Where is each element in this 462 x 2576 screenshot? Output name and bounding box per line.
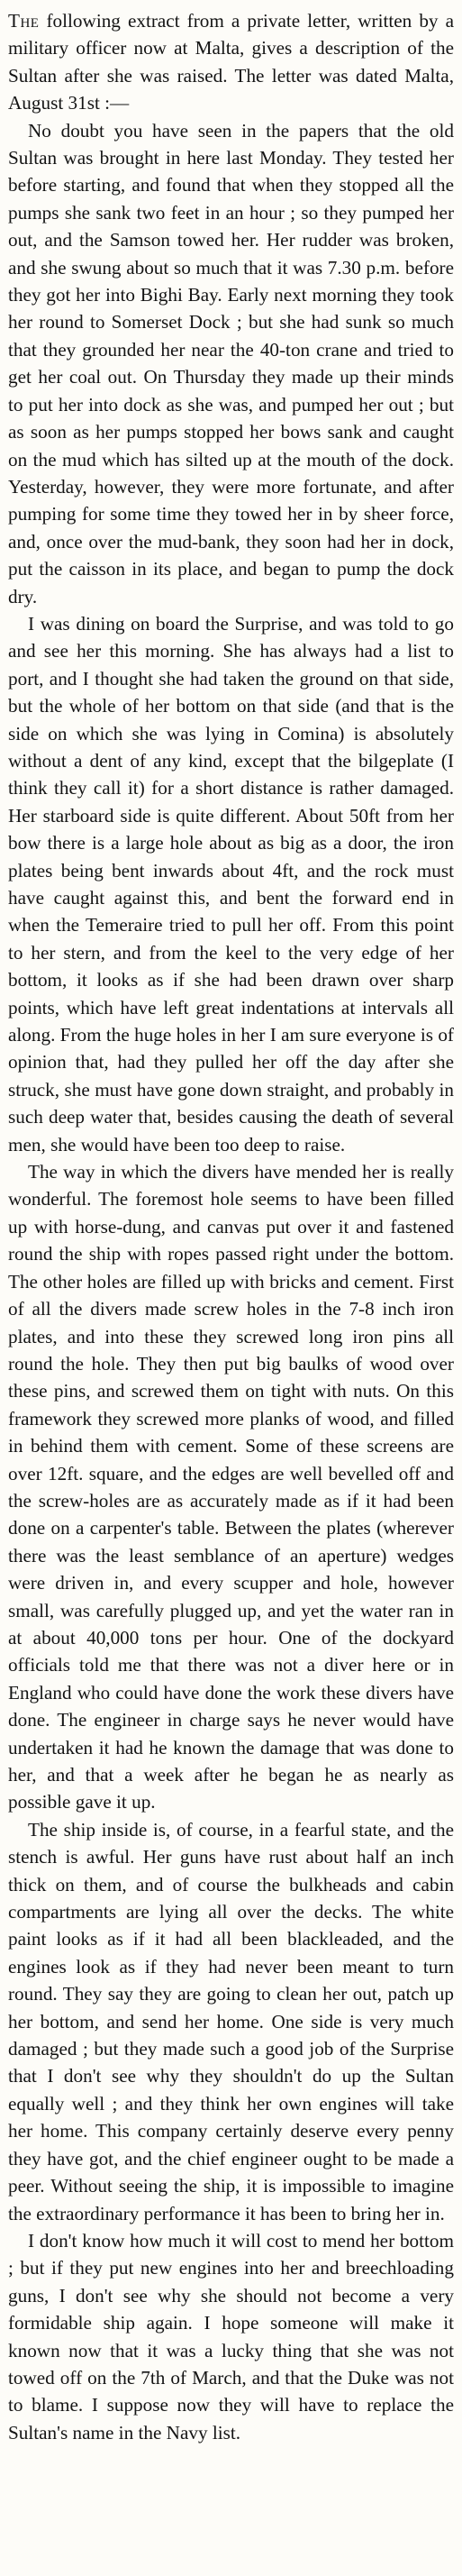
article-paragraph: The ship inside is, of course, in a fearful state, and the stench is awful. Her guns have rust about half an inch thick on them, and of course the bulkheads and cabin compartments are lying all over the decks. The white paint looks as if it had all been blackleaded, and the engines look as if they had never been meant to turn round. They say they are going to clean her out, patch up her bottom, and send her home. One side is very much damaged ; but they made such a good job of the Surprise that I don't see why they shouldn't do up the Sultan equally well ; and they think her own engines will take her home. This company certainly deserve every penny they have got, and the chief engineer ought to be made a peer. Without seeing the ship, it is impossible to imagine the extraordinary performance it has been to bring her in. bbox=[8, 1818, 454, 2224]
letter-date: August 31st :— bbox=[8, 92, 130, 114]
article-paragraph: No doubt you have seen in the papers that the old Sultan was brought in here last Monday. They tested her before starting, and found that when they stopped all the pumps she sank two feet in an hour ; so they pumped her out, and the Samson towed her. Her rudder was broken, and she swung about so much that it was 7.30 p.m. before they got her into Bighi Bay. Early next morning they took her round to Somerset Dock ; but she had sunk so much that they grounded her near the 40-ton crane and tried to get her coal out. On Thursday they made up their minds to put her into dock as she was, and pumped her out ; but as soon as her pumps stopped her bows sank and caught on the mud which has silted up at the mouth of the dock. Yesterday, however, they were more fortunate, and after pumping for some time they towed her in by sheer force, and, once over the mud-bank, they soon had her in dock, put the caisson in its place, and began to pump the dock dry. bbox=[8, 119, 454, 607]
article-paragraph: I don't know how much it will cost to mend her bottom ; but if they put new engines into her and breechloading guns, I don't see why she should not become a very formidable ship again. I hope someone will make it known now that it was a lucky thing that she was not towed off on the 7th of March, and that the Duke was not to blame. I suppose now they will have to replace the Sultan's name in the Navy list. bbox=[8, 2229, 454, 2444]
intro-paragraph bbox=[8, 7, 454, 117]
intro-text: following extract from a private letter, written by a military officer now at Malta, gives a description of the Sultan after she was raised. The letter was dated Malta, bbox=[8, 10, 454, 87]
article-paragraph: I was dining on board the Surprise, and was told to go and see her this morning. She has always had a list to port, and I thought she had taken the ground on that side, but the whole of her bottom on that side (and that is the side on which she was lying in Comina) is absolutely without a dent of any kind, except that the bilgeplate (I think they call it) for a short distance is rather damaged. Her starboard side is quite different. About 50ft from her bow there is a large hole about as big as a door, the iron plates being bent inwards about 4ft, and the rock must have caught against this, and bent the forward end in when the Temeraire tried to pull her off. From this point to her stern, and from the keel to the very edge of her bottom, it looks as if she had been drawn over sharp points, which have left great indentations at intervals all along. From the huge holes in her I am sure everyone is of opinion that, had they pulled her off the day after she struck, she must have gone down straight, and probably in such deep water that, besides causing the death of several men, she would have been too deep to raise. bbox=[8, 612, 454, 1156]
lead-word: The bbox=[8, 10, 40, 32]
article-paragraph: The way in which the divers have mended her is really wonderful. The foremost hole seems to have been filled up with horse-dung, and canvas put over it and fastened round the ship with ropes passed right under the bottom. The other holes are filled up with bricks and cement. First of all the divers made screw holes in the 7-8 inch iron plates, and into these they screwed long iron pins all round the hole. They then put big baulks of wood over these pins, and screwed them on tight with nuts. On this framework they screwed more planks of wood, and filled in behind them with cement. Some of these screens are over 12ft. square, and the edges are well bevelled off and the screw-holes are as accurately made as if it had been done on a carpenter's table. Between the plates (wherever there was the least semblance of an aperture) wedges were driven in, and every scupper and hole, however small, was carefully plugged up, and yet the water ran in at about 40,000 tons per hour. One of the dockyard officials told me that there was not a diver here or in England who could have done the work these divers have done. The engineer in charge says he never would have undertaken it had he known the damage that was done to her, and that a week after he began he as nearly as possible gave it up. bbox=[8, 1161, 454, 1813]
